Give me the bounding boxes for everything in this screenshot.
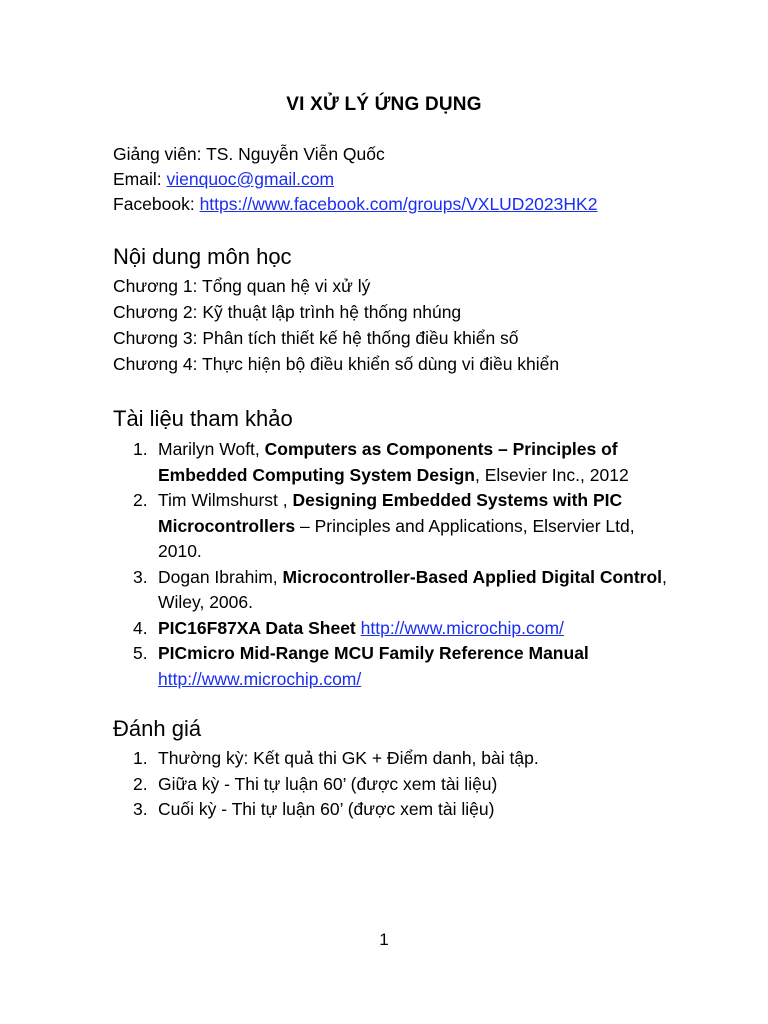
email-label: Email: [113,169,167,189]
evaluation-item [113,797,673,823]
reference-title: Computers as Components – Principles of Embedded Computing System Design [158,439,618,485]
reference-author: Marilyn Woft, [158,439,265,459]
chapter-item: Chương 1: Tổng quan hệ vi xử lý [113,276,371,296]
reference-link[interactable]: http://www.microchip.com/ [360,617,564,638]
reference-title: PIC16F87XA Data Sheet [158,617,356,638]
reference-item [113,437,673,488]
evaluation-text: Cuối kỳ - Thi tự luận 60’ (được xem tài liệu) [158,799,495,819]
references-heading: Tài liệu tham khảo [113,406,293,431]
list-number: 5. [133,643,148,663]
list-number: 3. [133,799,148,819]
reference-details: – Principles and Applications, Elservier Ltd, 2010. [158,515,635,561]
evaluation-heading: Đánh giá [113,716,202,741]
content-heading: Nội dung môn học [113,244,292,269]
chapter-item: Chương 3: Phân tích thiết kế hệ thống điều khiển số [113,328,519,348]
reference-author: Tim Wilmshurst , [158,490,293,510]
facebook-link[interactable]: https://www.facebook.com/groups/VXLUD2023HK2 [199,194,598,214]
reference-author: Dogan Ibrahim, [158,566,283,587]
list-number: 1. [133,439,148,459]
evaluation-text: Giữa kỳ - Thi tự luận 60’ (được xem tài liệu) [158,773,498,794]
evaluation-item [113,746,673,772]
facebook-line [113,192,597,217]
evaluation-list [113,746,673,823]
list-number: 1. [133,748,148,768]
reference-link[interactable]: http://www.microchip.com/ [158,668,362,689]
reference-title: PICmicro Mid-Range MCU Family Reference Manual [158,643,589,663]
reference-title: Microcontroller-Based Applied Digital Control [282,566,663,587]
page-number: 1 [379,930,389,949]
reference-item [113,488,673,565]
reference-details: , Wiley, 2006. [158,566,667,612]
reference-item [113,565,673,616]
list-number: 2. [133,490,148,510]
chapter-list [113,273,559,377]
reference-title: Designing Embedded Systems with PIC Microcontrollers [158,490,623,536]
list-number: 2. [133,773,148,794]
course-info [113,142,597,217]
evaluation-item [113,772,673,798]
email-line [113,167,597,192]
list-number: 3. [133,566,148,587]
document-title: VI XỬ LÝ ỨNG DỤNG [286,94,482,115]
chapter-item: Chương 2: Kỹ thuật lập trình hệ thống nhúng [113,302,462,322]
reference-details: , Elsevier Inc., 2012 [474,464,629,485]
reference-item [113,616,673,642]
evaluation-text: Thường kỳ: Kết quả thi GK + Điểm danh, bài tập. [158,748,539,768]
reference-item [113,641,673,692]
chapter-item: Chương 4: Thực hiện bộ điều khiển số dùng vi điều khiển [113,354,560,374]
facebook-label: Facebook: [113,194,200,214]
list-number: 4. [133,617,148,638]
email-link[interactable]: vienquoc@gmail.com [166,169,335,189]
reference-list [113,437,673,692]
lecturer-line: Giảng viên: TS. Nguyễn Viễn Quốc [113,144,385,164]
